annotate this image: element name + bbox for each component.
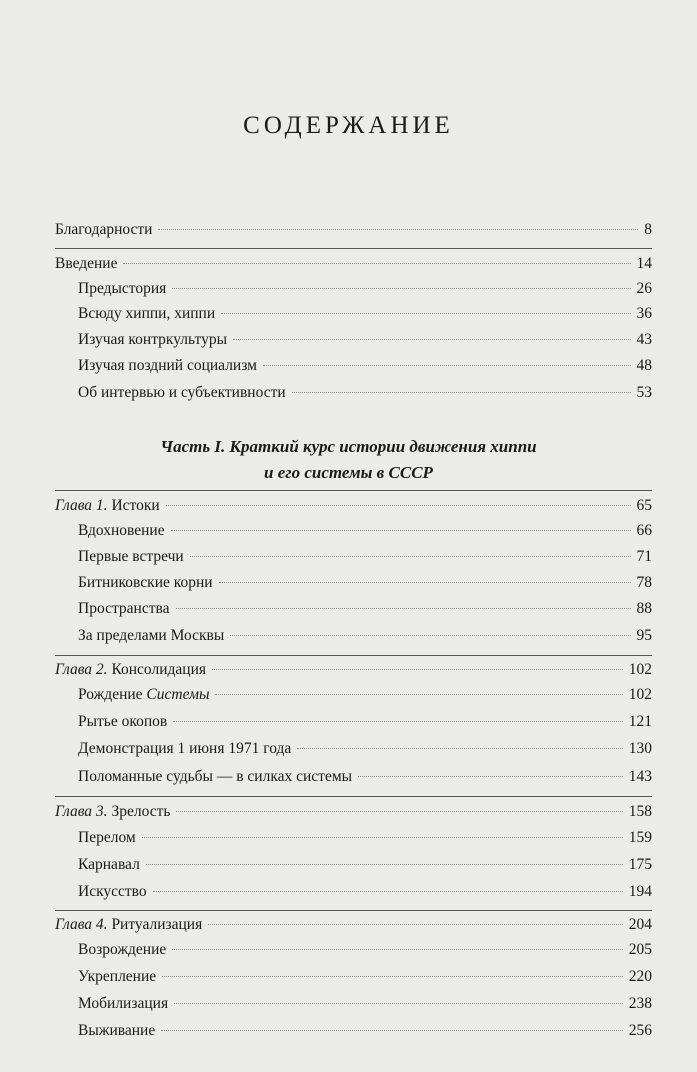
divider xyxy=(55,655,652,656)
leader-dots xyxy=(219,582,631,583)
toc-entry-label: Изучая контркультуры xyxy=(78,331,227,348)
leader-dots xyxy=(215,694,622,695)
chapter-title: Зрелость xyxy=(111,803,171,820)
leader-dots xyxy=(263,365,631,366)
toc-entry-label: Об интервью и субъективности xyxy=(78,384,286,401)
toc-entry-label: Искусство xyxy=(78,883,147,900)
divider xyxy=(55,910,652,911)
toc-subentry[interactable] xyxy=(78,686,652,710)
part-heading-line: и его системы в СССР xyxy=(264,463,433,482)
leader-dots xyxy=(142,837,623,838)
toc-entry-label: Предыстория xyxy=(78,280,167,297)
leader-dots xyxy=(161,1030,623,1031)
toc-entry-page: 95 xyxy=(636,627,652,644)
toc-entry-page: 121 xyxy=(628,713,652,730)
toc-entry-label: Рытье окопов xyxy=(78,713,168,730)
toc-entry-label: Вдохновение xyxy=(78,522,165,539)
toc-entry-page: 256 xyxy=(628,1022,652,1039)
toc-subentry[interactable] xyxy=(78,600,652,624)
divider xyxy=(55,248,652,249)
toc-entry-page: 204 xyxy=(628,916,652,933)
toc-entry-page: 205 xyxy=(628,941,652,958)
leader-dots xyxy=(162,976,623,977)
chapter-title: Консолидация xyxy=(111,661,206,678)
leader-dots xyxy=(158,229,638,230)
toc-entry-label: Мобилизация xyxy=(78,995,169,1012)
leader-dots xyxy=(292,392,631,393)
toc-entry-label xyxy=(55,916,202,934)
toc-subentry[interactable] xyxy=(78,856,652,880)
toc-subentry[interactable] xyxy=(78,883,652,907)
toc-entry-page: 53 xyxy=(636,384,652,401)
toc-entry-label: Поломанные судьбы — в силках системы xyxy=(78,768,353,785)
toc-subentry[interactable] xyxy=(78,941,652,965)
toc-entry-page: 220 xyxy=(628,968,652,985)
toc-entry-label: Первые встречи xyxy=(78,548,184,565)
toc-entry-label: Пространства xyxy=(78,600,170,617)
toc-entry-label xyxy=(78,686,209,704)
toc-entry-label: Благодарности xyxy=(55,221,153,238)
toc-subentry[interactable] xyxy=(78,1022,652,1046)
toc-entry-page: 143 xyxy=(628,768,652,785)
toc-entry-label: Карнавал xyxy=(78,856,140,873)
leader-dots xyxy=(221,313,630,314)
leader-dots xyxy=(171,530,631,531)
chapter-title: Ритуализация xyxy=(111,916,203,933)
toc-entry-label: Перелом xyxy=(78,829,136,846)
leader-dots xyxy=(172,288,630,289)
toc-entry-label: Выживание xyxy=(78,1022,156,1039)
part-heading[interactable] xyxy=(0,434,697,486)
leader-dots xyxy=(297,748,622,749)
leader-dots xyxy=(146,864,623,865)
chapter-prefix: Глава 2. xyxy=(55,661,108,678)
toc-entry-page: 43 xyxy=(636,331,652,348)
leader-dots xyxy=(173,721,623,722)
toc-subentry[interactable] xyxy=(78,968,652,992)
leader-dots xyxy=(190,556,631,557)
toc-entry-page: 71 xyxy=(636,548,652,565)
leader-dots xyxy=(233,339,631,340)
toc-subentry[interactable] xyxy=(78,713,652,737)
part-heading-line: Часть I. Краткий курс истории движения хиппи xyxy=(160,437,537,456)
toc-entry-page: 102 xyxy=(628,686,652,703)
leader-dots xyxy=(123,263,630,264)
divider xyxy=(55,490,652,491)
toc-entry-label: За пределами Москвы xyxy=(78,627,225,644)
toc-entry-introduction[interactable] xyxy=(55,255,652,279)
leader-dots xyxy=(358,776,623,777)
toc-entry-page: 66 xyxy=(636,522,652,539)
toc-entry-page: 26 xyxy=(636,280,652,297)
toc-entry-label: Битниковские корни xyxy=(78,574,213,591)
toc-entry-page: 65 xyxy=(636,497,652,514)
toc-entry-label: Укрепление xyxy=(78,968,157,985)
toc-subentry[interactable] xyxy=(78,305,652,329)
toc-subentry[interactable] xyxy=(78,740,652,764)
toc-subentry[interactable] xyxy=(78,548,652,572)
toc-entry-page: 8 xyxy=(644,221,652,238)
toc-subentry[interactable] xyxy=(78,280,652,304)
leader-dots xyxy=(153,891,623,892)
toc-entry-label-em: Системы xyxy=(146,686,210,703)
toc-chapter-4[interactable] xyxy=(55,916,652,940)
toc-entry-label xyxy=(55,497,160,515)
leader-dots xyxy=(174,1003,623,1004)
toc-entry-page: 78 xyxy=(636,574,652,591)
toc-entry-label: Возрождение xyxy=(78,941,167,958)
toc-entry-page: 48 xyxy=(636,357,652,374)
toc-entry-label: Демонстрация 1 июня 1971 года xyxy=(78,740,292,757)
leader-dots xyxy=(230,635,630,636)
leader-dots xyxy=(172,949,622,950)
toc-subentry[interactable] xyxy=(78,357,652,381)
chapter-title: Истоки xyxy=(111,497,160,514)
toc-entry-page: 194 xyxy=(628,883,652,900)
leader-dots xyxy=(166,505,631,506)
leader-dots xyxy=(176,811,622,812)
chapter-prefix: Глава 4. xyxy=(55,916,108,933)
page-title: СОДЕРЖАНИЕ xyxy=(243,112,454,139)
toc-entry-label xyxy=(55,661,206,679)
toc-entry-page: 159 xyxy=(628,829,652,846)
toc-entry-page: 14 xyxy=(636,255,652,272)
leader-dots xyxy=(212,669,623,670)
toc-entry-page: 158 xyxy=(628,803,652,820)
toc-entry-page: 88 xyxy=(636,600,652,617)
toc-chapter-2[interactable] xyxy=(55,661,652,685)
toc-chapter-3[interactable] xyxy=(55,803,652,827)
toc-entry-label xyxy=(55,803,170,821)
toc-subentry[interactable] xyxy=(78,627,652,651)
toc-entry-page: 102 xyxy=(628,661,652,678)
toc-chapter-1[interactable] xyxy=(55,497,652,521)
toc-subentry[interactable] xyxy=(78,384,652,408)
toc-entry-page: 175 xyxy=(628,856,652,873)
toc-entry-label: Введение xyxy=(55,255,118,272)
toc-subentry[interactable] xyxy=(78,829,652,853)
divider xyxy=(55,796,652,797)
chapter-prefix: Глава 3. xyxy=(55,803,108,820)
toc-entry-acknowledgements[interactable] xyxy=(55,221,652,245)
toc-subentry[interactable] xyxy=(78,574,652,598)
toc-subentry[interactable] xyxy=(78,331,652,355)
toc-entry-page: 36 xyxy=(636,305,652,322)
toc-subentry[interactable] xyxy=(78,522,652,546)
chapter-prefix: Глава 1. xyxy=(55,497,108,514)
leader-dots xyxy=(208,924,623,925)
toc-entry-label-text: Рождение xyxy=(78,686,147,703)
toc-entry-page: 238 xyxy=(628,995,652,1012)
toc-entry-page: 130 xyxy=(628,740,652,757)
toc-subentry[interactable] xyxy=(78,768,652,792)
toc-entry-label: Изучая поздний социализм xyxy=(78,357,257,374)
toc-subentry[interactable] xyxy=(78,995,652,1019)
leader-dots xyxy=(176,608,631,609)
toc-entry-label: Всюду хиппи, хиппи xyxy=(78,305,216,322)
